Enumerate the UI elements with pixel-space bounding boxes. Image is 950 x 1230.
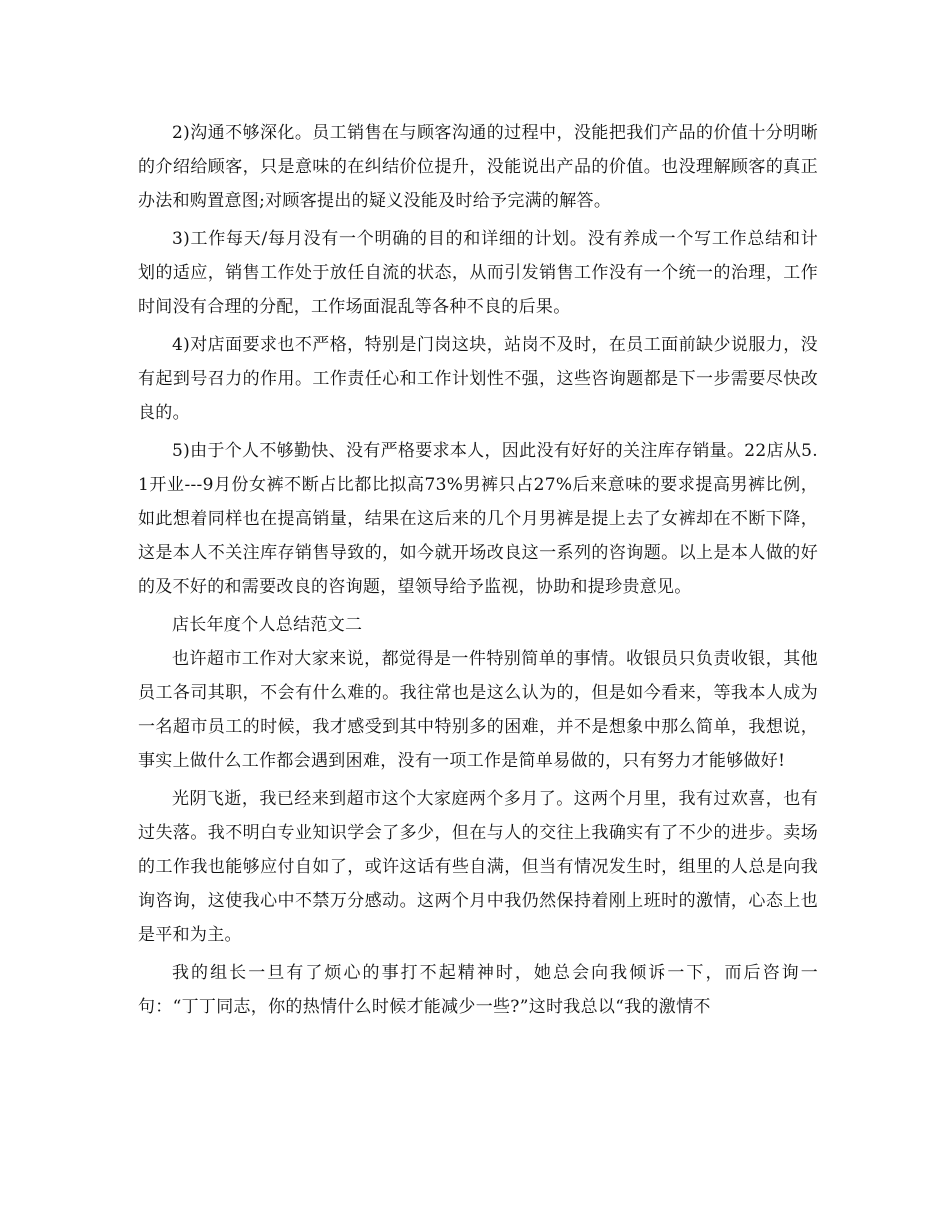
paragraph-3: 4)对店面要求也不严格，特别是门岗这块，站岗不及时，在员工面前缺少说服力，没有起到号召力的作用。工作责任心和工作计划性不强，这些咨询题都是下一步需要尽快改良的。 bbox=[138, 335, 818, 423]
paragraph-7: 我的组长一旦有了烦心的事打不起精神时，她总会向我倾诉一下，而后咨询一句：“丁丁同志，你的热情什么时候才能减少一些?”这时我总以“我的激情不 bbox=[138, 963, 818, 1017]
section-heading: 店长年度个人总结范文二 bbox=[172, 615, 363, 635]
document-page bbox=[138, 116, 818, 1024]
paragraph-2: 3)工作每天/每月没有一个明确的目的和详细的计划。没有养成一个写工作总结和计划的适应，销售工作处于放任自流的状态，从而引发销售工作没有一个统一的治理，工作时间没有合理的分配，工作场面混乱等各种不良的后果。 bbox=[138, 229, 818, 317]
paragraph-1: 2)沟通不够深化。员工销售在与顾客沟通的过程中，没能把我们产品的价值十分明晰的介绍给顾客，只是意味的在纠结价位提升，没能说出产品的价值。也没理解顾客的真正办法和购置意图;对顾客提出的疑义没能及时给予完满的解答。 bbox=[138, 123, 818, 211]
paragraph-5: 也许超市工作对大家来说，都觉得是一件特别简单的事情。收银员只负责收银，其他员工各司其职，不会有什么难的。我往常也是这么认为的，但是如今看来，等我本人成为一名超市员工的时候，我才感受到其中特别多的困难，并不是想象中那么简单，我想说，事实上做什么工作都会遇到困难，没有一项工作是简单易做的，只有努力才能够做好! bbox=[138, 649, 818, 771]
paragraph-4: 5)由于个人不够勤快、没有严格要求本人，因此没有好好的关注库存销量。22店从5.1开业---9月份女裤不断占比都比拟高73%男裤只占27%后来意味的要求提高男裤比例，如此想着同样也在提高销量，结果在这后来的几个月男裤是提上去了女裤却在不断下降，这是本人不关注库存销售导致的，如今就开场改良这一系列的咨询题。以上是本人做的好的及不好的和需要改良的咨询题，望领导给予监视，协助和提珍贵意见。 bbox=[138, 441, 818, 597]
paragraph-6: 光阴飞逝，我已经来到超市这个大家庭两个多月了。这两个月里，我有过欢喜，也有过失落。我不明白专业知识学会了多少，但在与人的交往上我确实有了不少的进步。卖场的工作我也能够应付自如了，或许这话有些自满，但当有情况发生时，组里的人总是向我询咨询，这使我心中不禁万分感动。这两个月中我仍然保持着刚上班时的激情，心态上也是平和为主。 bbox=[138, 789, 818, 945]
